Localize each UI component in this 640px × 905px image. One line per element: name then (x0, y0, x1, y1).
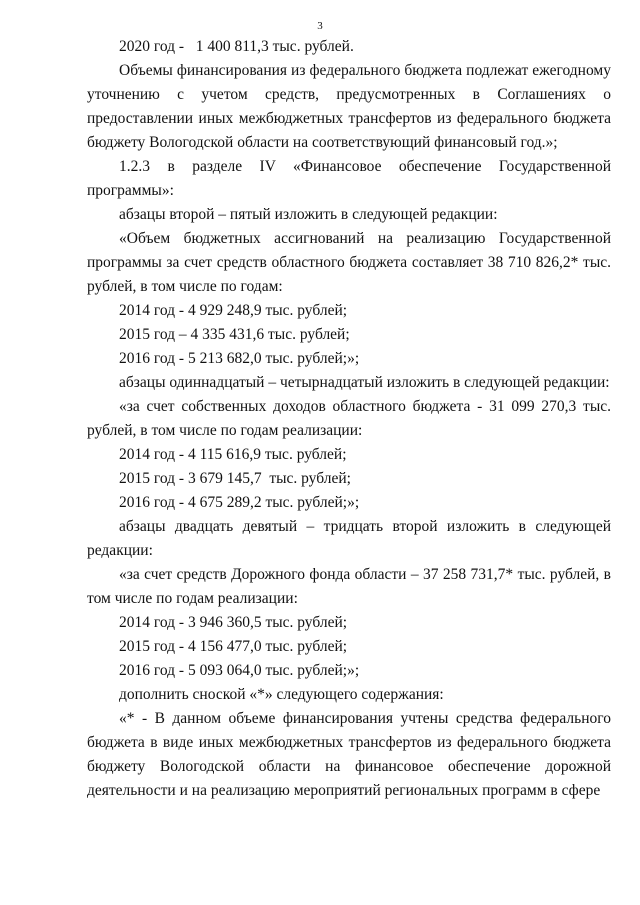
paragraph-year-2014-a: 2014 год - 4 929 248,9 тыс. рублей; (119, 302, 348, 319)
page-number: 3 (317, 20, 323, 32)
paragraph-year-2016-b: 2016 год - 4 675 289,2 тыс. рублей;»; (119, 494, 360, 511)
paragraph-year-2015-a: 2015 год – 4 335 431,6 тыс. рублей; (119, 326, 350, 343)
paragraph-footnote-text: «* - В данном объеме финансирования учтены средства федерального бюджета в виде иных межбюджетных трансфертов из федерального бюджета бюджету Вологодской области на финансовое обеспечение дорожной деятельности и на реализацию мероприятий региональных программ в сфере (87, 710, 611, 799)
paragraph-amendment-11-14: абзацы одиннадцатый – четырнадцатый изложить в следующей редакции: (119, 374, 610, 391)
paragraph-year-2014-b: 2014 год - 4 115 616,9 тыс. рублей; (119, 446, 347, 463)
paragraph-year-2016-c: 2016 год - 5 093 064,0 тыс. рублей;»; (119, 662, 360, 679)
document-body (87, 35, 611, 803)
paragraph-year-2014-c: 2014 год - 3 946 360,5 тыс. рублей; (119, 614, 348, 631)
paragraph-year-2016-a: 2016 год - 5 213 682,0 тыс. рублей;»; (119, 350, 360, 367)
paragraph-own-revenues: «за счет собственных доходов областного бюджета - 31 099 270,3 тыс. рублей, в том числе по годам реализации: (87, 398, 611, 439)
paragraph-road-fund: «за счет средств Дорожного фонда области – 37 258 731,7* тыс. рублей, в том числе по годам реализации: (87, 566, 611, 607)
paragraph-2020-total: 2020 год - 1 400 811,3 тыс. рублей. (119, 38, 354, 55)
paragraph-footnote-intro: дополнить сноской «*» следующего содержания: (119, 686, 444, 703)
paragraph-year-2015-b: 2015 год - 3 679 145,7 тыс. рублей; (119, 470, 351, 487)
paragraph-amendment-2-5: абзацы второй – пятый изложить в следующей редакции: (119, 206, 498, 223)
paragraph-section-1-2-3: 1.2.3 в разделе IV «Финансовое обеспечение Государственной программы»: (87, 158, 611, 199)
paragraph-amendment-29-32: абзацы двадцать девятый – тридцать второй изложить в следующей редакции: (87, 518, 611, 559)
paragraph-funding-note: Объемы финансирования из федерального бюджета подлежат ежегодному уточнению с учетом средств, предусмотренных в Соглашениях о предоставлении иных межбюджетных трансфертов из федерального бюджета бюджету Вологодской области на соответствующий финансовый год.»; (87, 62, 611, 151)
paragraph-total-allocation: «Объем бюджетных ассигнований на реализацию Государственной программы за счет средств областного бюджета составляет 38 710 826,2* тыс. рублей, в том числе по годам: (87, 230, 611, 295)
paragraph-year-2015-c: 2015 год - 4 156 477,0 тыс. рублей; (119, 638, 348, 655)
